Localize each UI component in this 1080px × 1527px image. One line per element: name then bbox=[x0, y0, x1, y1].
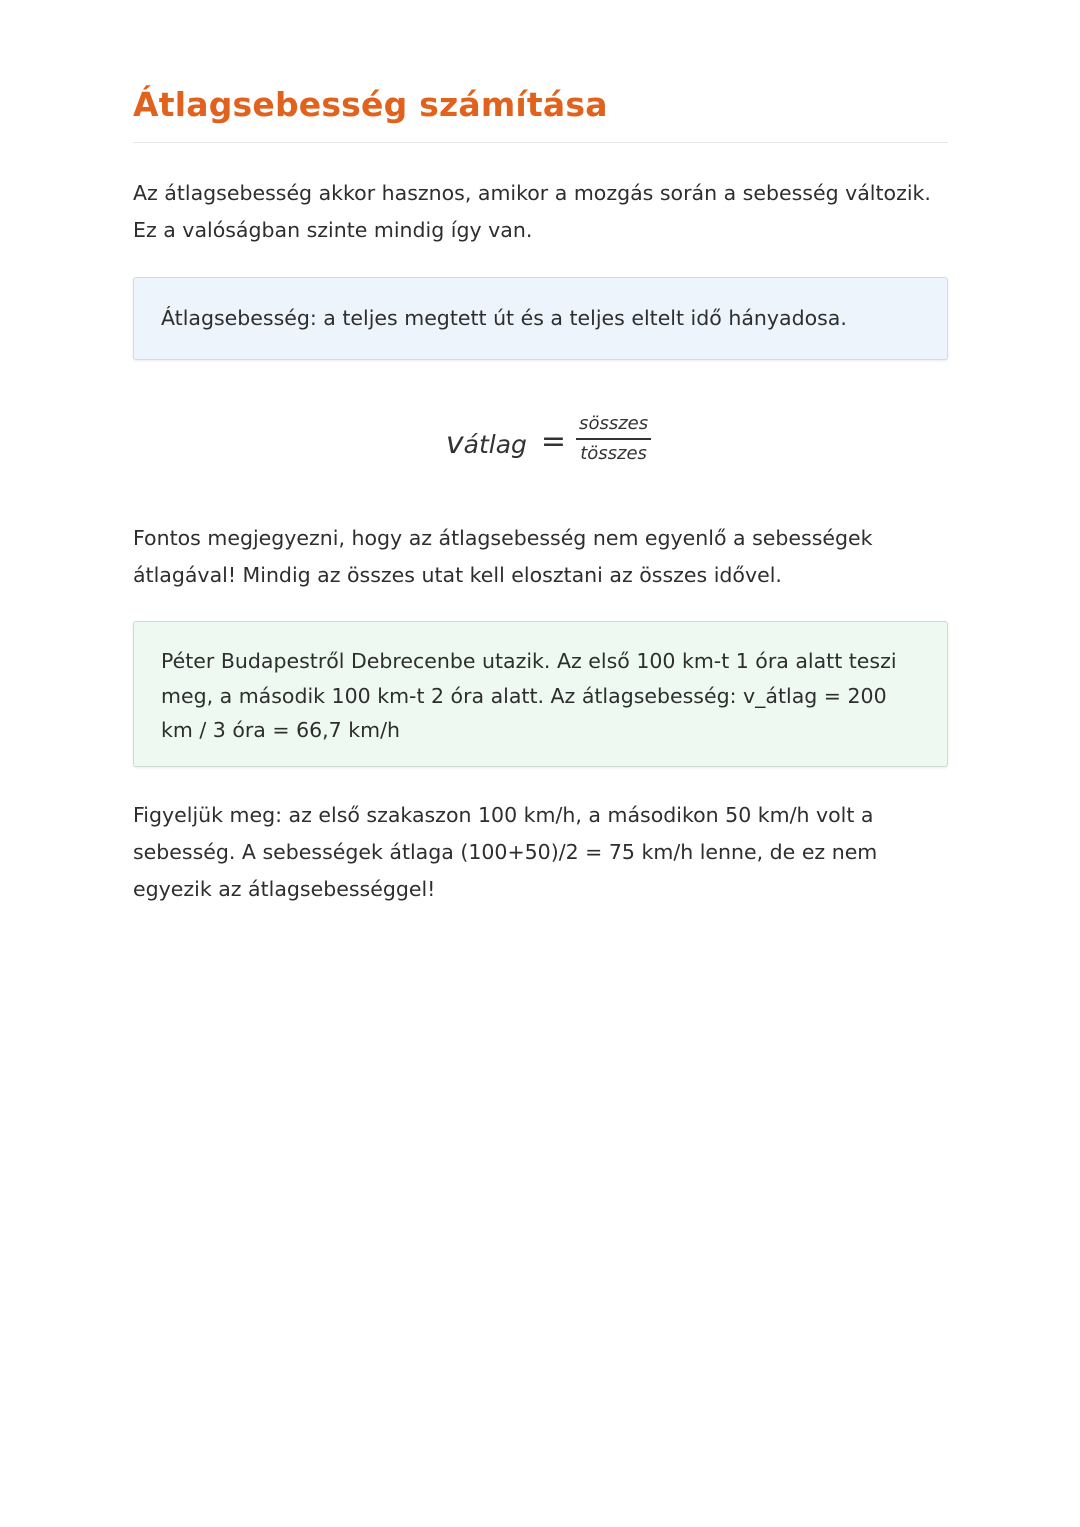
formula-lhs-subscript: átlag bbox=[463, 429, 527, 459]
formula-denominator-symbol: t bbox=[580, 443, 588, 464]
page-title: Átlagsebesség számítása bbox=[133, 85, 608, 124]
formula-numerator-symbol: s bbox=[579, 413, 589, 434]
formula-lhs bbox=[446, 426, 527, 461]
example-box bbox=[133, 621, 948, 767]
formula-equals: = bbox=[540, 423, 567, 459]
fraction-bar bbox=[576, 438, 651, 440]
title-divider bbox=[133, 142, 948, 143]
formula-denominator bbox=[577, 442, 650, 466]
document-page bbox=[133, 0, 948, 908]
formula-lhs-symbol: v bbox=[445, 425, 464, 461]
definition-text: Átlagsebesség: a teljes megtett út és a teljes eltelt idő hányadosa. bbox=[161, 306, 847, 330]
formula-numerator-subscript: összes bbox=[588, 413, 649, 434]
average-speed-formula bbox=[133, 406, 948, 476]
example-text: Péter Budapestről Debrecenbe utazik. Az első 100 km-t 1 óra alatt teszi meg, a második 100 km-t 2 óra alatt. Az átlagsebesség: v_átlag = 200 km / 3 óra = 66,7 km/h bbox=[161, 649, 897, 742]
formula-numerator bbox=[576, 412, 651, 436]
definition-box bbox=[133, 277, 948, 360]
note-paragraph: Fontos megjegyezni, hogy az átlagsebesség nem egyenlő a sebességek átlagával! Mindig az összes utat kell elosztani az összes idővel. bbox=[133, 526, 873, 587]
intro-paragraph: Az átlagsebesség akkor hasznos, amikor a mozgás során a sebesség változik. Ez a valóságban szinte mindig így van. bbox=[133, 181, 931, 242]
observation-paragraph: Figyeljük meg: az első szakaszon 100 km/h, a másodikon 50 km/h volt a sebesség. A sebességek átlaga (100+50)/2 = 75 km/h lenne, de ez nem egyezik az átlagsebességgel! bbox=[133, 802, 878, 901]
formula-fraction bbox=[576, 412, 651, 466]
formula-denominator-subscript: összes bbox=[587, 443, 647, 464]
